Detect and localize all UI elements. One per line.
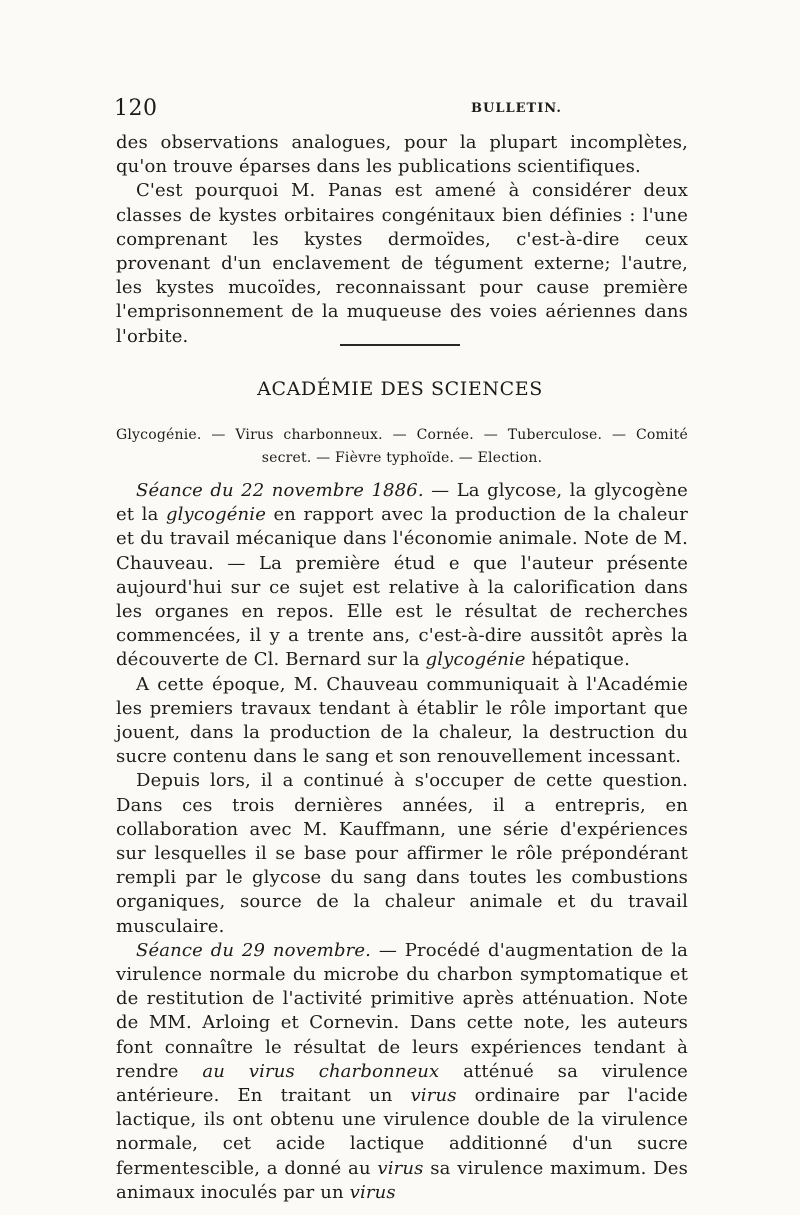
- italic-term: au virus charbonneux: [202, 1060, 440, 1082]
- italic-term: glycogénie: [425, 649, 526, 671]
- page-number: 120: [114, 96, 158, 121]
- body-paragraph-1: [116, 479, 688, 673]
- text-run: hépatique.: [525, 649, 630, 671]
- section-subjects: Glycogénie. — Virus charbonneux. — Cornée. — Tuberculose. — Comité secret. — Fièvre typhoïde. — Election.: [116, 427, 688, 466]
- italic-term: glycogénie: [165, 504, 266, 526]
- italic-term: virus: [410, 1085, 457, 1107]
- session-date-2: Séance du 29 novembre.: [136, 939, 372, 961]
- body-paragraph-4: [116, 939, 688, 1205]
- body-paragraph-3: Depuis lors, il a continué à s'occuper de cette question. Dans ces trois dernières années, il a entrepris, en collaboration avec M. Kauffmann, une série d'expériences sur lesquelles il se base pour affirmer le rôle prépondérant rempli par le glycose du sang dans toutes les combustions organiques, source de la chaleur animale et du travail musculaire.: [116, 770, 688, 937]
- text-run: ordinaire par l'acide lactique, ils ont obtenu une virulence double de la virulence normale, cet acide lactique additionné d'un sucre fermentescible, a donné au: [116, 1085, 688, 1179]
- intro-paragraph-1: des observations analogues, pour la plupart incomplètes, qu'on trouve éparses dans les publications scientifiques.: [116, 132, 688, 178]
- italic-term: virus: [377, 1157, 424, 1179]
- section-divider: [340, 344, 460, 346]
- session-date-1: Séance du 22 novembre 1886.: [136, 480, 424, 501]
- text-run: — Procédé d'augmentation de la virulence normale du microbe du charbon symptomatique et de restitution de l'activité primitive après atténuation. Note de MM. Arloing et Cornevin. Dans cette note, les auteurs font connaître le résultat de leurs expériences tendant à rendre: [116, 939, 688, 1082]
- body-text: [116, 479, 688, 1205]
- italic-term: virus: [349, 1181, 396, 1203]
- running-title: BULLETIN.: [471, 101, 562, 116]
- text-run: atténué sa virulence antérieure. En traitant un: [116, 1060, 688, 1107]
- text-run: en rapport avec la production de la chaleur et du travail mécanique dans l'économie animale. Note de M. Chauveau. — La première étud e que l'auteur présente aujourd'hui sur ce sujet est relative à la calorification dans les organes en repos. Elle est le résultat de recherches commencées, il y a trente ans, c'est-à-dire aussitôt après la découverte de Cl. Bernard sur la: [116, 504, 688, 671]
- text-run: sa virulence maximum. Des animaux inoculés par un: [116, 1157, 688, 1203]
- section-title: ACADÉMIE DES SCIENCES: [257, 378, 543, 400]
- text-run: — La glycose, la glycogène et la: [116, 480, 688, 526]
- page-header: [114, 96, 686, 126]
- intro-paragraph-2: C'est pourquoi M. Panas est amené à considérer deux classes de kystes orbitaires congénitaux bien définies : l'une comprenant les kystes dermoïdes, c'est-à-dire ceux provenant d'un enclavement de tégument externe; l'autre, les kystes mucoïdes, reconnaissant pour cause première l'emprisonnement de la muqueuse des voies aériennes dans l'orbite.: [116, 180, 688, 347]
- intro-text: [116, 131, 688, 349]
- body-paragraph-2: A cette époque, M. Chauveau communiquait à l'Académie les premiers travaux tendant à établir le rôle important que jouent, dans la production de la chaleur, la destruction du sucre contenu dans le sang et son renouvellement incessant.: [116, 673, 688, 768]
